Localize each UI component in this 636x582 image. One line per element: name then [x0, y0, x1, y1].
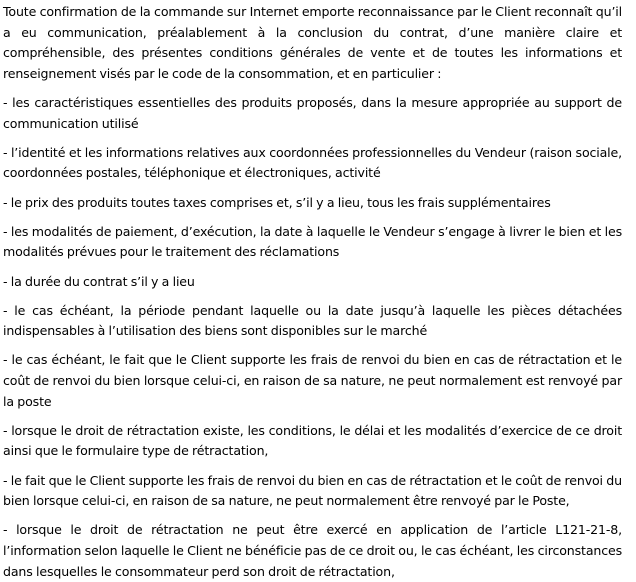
list-item-return-costs-post: - le fait que le Client supporte les frais de renvoi du bien en cas de rétractation et le coût de renvoi du bien lorsque celui-ci, en raison de sa nature, ne peut normalement être renvoyé par le Poste, [3, 472, 622, 509]
list-item-spare-parts: - le cas échéant, la période pendant laquelle ou la date jusqu’à laquelle les pièces détachées indispensables à l’utilisation des biens sont disponibles sur le marché [3, 302, 622, 339]
list-item-withdrawal-exception: - lorsque le droit de rétractation ne peut être exercé en application de l’article L121-21-8, l’information selon laquelle le Client ne bénéficie pas de ce droit ou, le cas échéant, les circonstances dans lesquelles le consommateur perd son droit de rétractation, [3, 522, 622, 579]
list-item-contract-duration: - la durée du contrat s’il y a lieu [3, 273, 195, 289]
intro-paragraph: Toute confirmation de la commande sur Internet emporte reconnaissance par le Client reconnaît qu’il a eu communication, préalablement à la conclusion du contrat, d’une manière claire et compréhensible, des présentes conditions générales de vente et de toutes les informations et renseignement visés par le code de la consommation, et en particulier : [3, 4, 622, 81]
list-item-payment-terms: - les modalités de paiement, d’exécution, la date à laquelle le Vendeur s’engage à livrer le bien et les modalités prévues pour le traitement des réclamations [3, 223, 622, 260]
list-item-price: - le prix des produits toutes taxes comprises et, s’il y a lieu, tous les frais supplémentaires [3, 194, 551, 210]
list-item-product-characteristics: - les caractéristiques essentielles des produits proposés, dans la mesure appropriée au support de communication utilisé [3, 94, 622, 131]
list-item-return-costs: - le cas échéant, le fait que le Client supporte les frais de renvoi du bien en cas de rétractation et le coût de renvoi du bien lorsque celui-ci, en raison de sa nature, ne peut normalement est renvoyé par la poste [3, 352, 622, 409]
document-body [3, 2, 622, 582]
list-item-seller-identity: - l’identité et les informations relatives aux coordonnées professionnelles du Vendeur (raison sociale, coordonnées postales, téléphonique et électroniques, activité [3, 144, 622, 181]
list-item-withdrawal-right: - lorsque le droit de rétractation existe, les conditions, le délai et les modalités d’exercice de ce droit ainsi que le formulaire type de rétractation, [3, 422, 622, 459]
